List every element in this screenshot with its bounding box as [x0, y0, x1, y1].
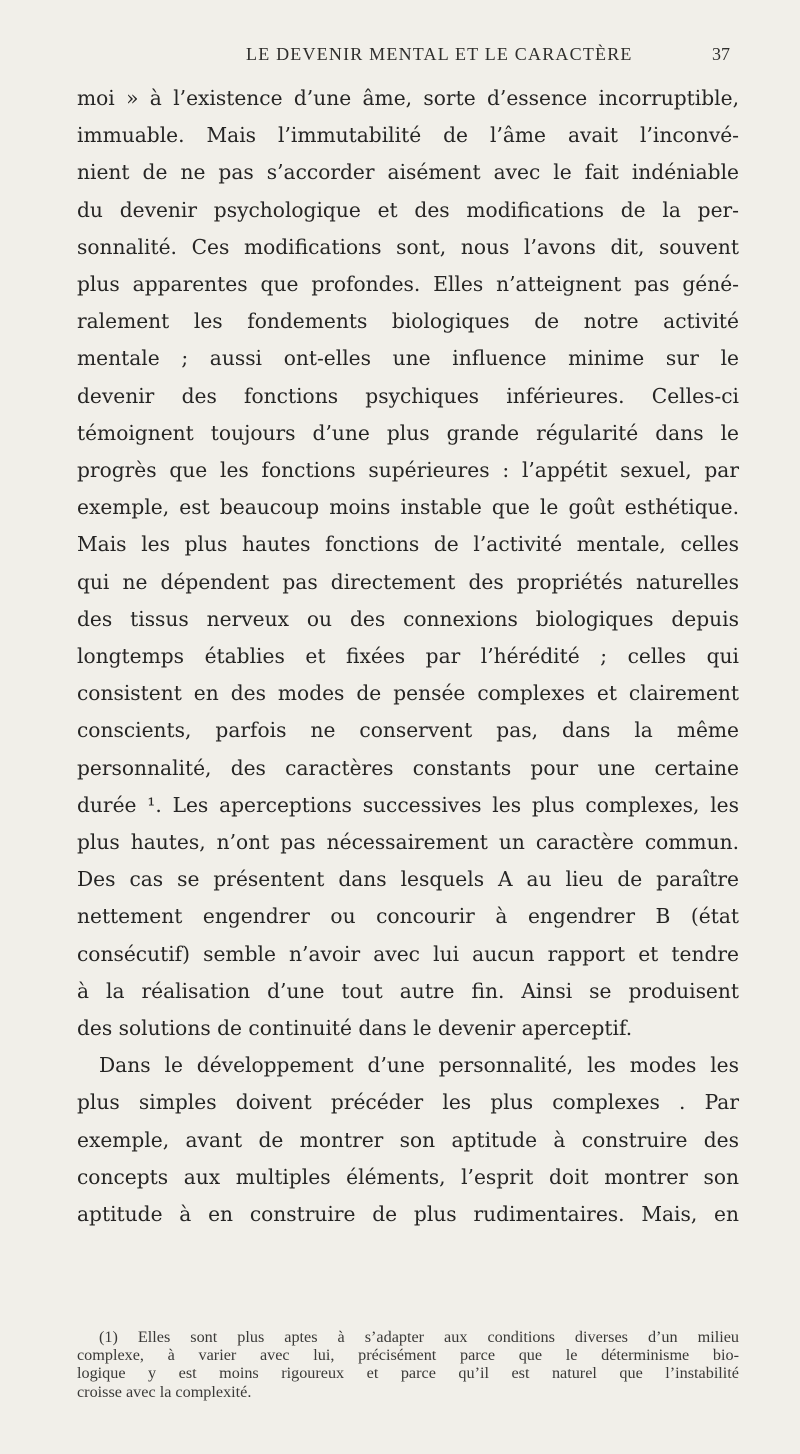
text-line: personnalité, des caractères constants pour une certaine [77, 755, 739, 780]
text-line: mentale ; aussi ont-elles une influence minime sur le [77, 346, 739, 371]
body-text [77, 80, 739, 1233]
text-line: devenir des fonctions psychiques inférieures. Celles-ci [77, 383, 739, 408]
text-line: Dans le développement d’une personnalité, les modes les [99, 1053, 739, 1078]
text-line: exemple, est beaucoup moins instable que le goût esthétique. [77, 495, 739, 520]
text-line: exemple, avant de montrer son aptitude à construire des [77, 1127, 739, 1152]
text-line: consécutif) semble n’avoir avec lui aucun rapport et tendre [77, 941, 739, 966]
text-line: aptitude à en construire de plus rudimentaires. Mais, en [77, 1202, 739, 1227]
text-line: consistent en des modes de pensée complexes et clairement [77, 681, 739, 706]
text-line: plus apparentes que profondes. Elles n’atteignent pas géné- [77, 272, 739, 297]
text-line: ralement les fondements biologiques de notre activité [77, 309, 739, 334]
text-line: durée ¹. Les aperceptions successives les plus complexes, les [77, 792, 739, 817]
text-line: du devenir psychologique et des modifications de la per- [77, 197, 739, 222]
footnote-line: croisse avec la complexité. [77, 1382, 252, 1401]
text-line: Des cas se présentent dans lesquels A au lieu de paraître [77, 867, 739, 892]
text-line: des tissus nerveux ou des connexions biologiques depuis [77, 606, 739, 631]
text-line: immuable. Mais l’immutabilité de l’âme avait l’inconvé- [77, 123, 739, 148]
footnote-line: complexe, à varier avec lui, précisément parce que le déterminisme bio- [77, 1346, 739, 1365]
running-head-title: LE DEVENIR MENTAL ET LE CARACTÈRE [246, 44, 633, 64]
text-line: qui ne dépendent pas directement des propriétés naturelles [77, 569, 739, 594]
text-line: nettement engendrer ou concourir à engendrer B (état [77, 904, 739, 929]
footnote-line: logique y est moins rigoureux et parce qu’il est naturel que l’instabilité [77, 1364, 739, 1383]
page-number: 37 [712, 44, 730, 64]
text-line: Mais les plus hautes fonctions de l’activité mentale, celles [77, 532, 739, 557]
text-line: concepts aux multiples éléments, l’esprit doit montrer son [77, 1164, 739, 1189]
text-line: progrès que les fonctions supérieures : l’appétit sexuel, par [77, 458, 739, 483]
text-line: longtemps établies et fixées par l’hérédité ; celles qui [77, 644, 739, 669]
text-line: conscients, parfois ne conservent pas, dans la même [77, 718, 739, 743]
text-line: témoignent toujours d’une plus grande régularité dans le [77, 420, 739, 445]
text-line: plus hautes, n’ont pas nécessairement un caractère commun. [77, 830, 739, 855]
text-line: sonnalité. Ces modifications sont, nous l’avons dit, souvent [77, 234, 739, 259]
footnote [77, 1328, 739, 1401]
text-line: nient de ne pas s’accorder aisément avec le fait indéniable [77, 160, 739, 185]
text-line: des solutions de continuité dans le devenir aperceptif. [77, 1016, 633, 1041]
text-line: moi » à l’existence d’une âme, sorte d’essence incorruptible, [77, 86, 739, 110]
text-line: à la réalisation d’une tout autre fin. Ainsi se produisent [77, 978, 739, 1003]
footnote-line: (1) Elles sont plus aptes à s’adapter aux conditions diverses d’un milieu [99, 1328, 739, 1346]
running-head [130, 44, 730, 65]
text-line: plus simples doivent précéder les plus complexes . Par [77, 1090, 739, 1115]
